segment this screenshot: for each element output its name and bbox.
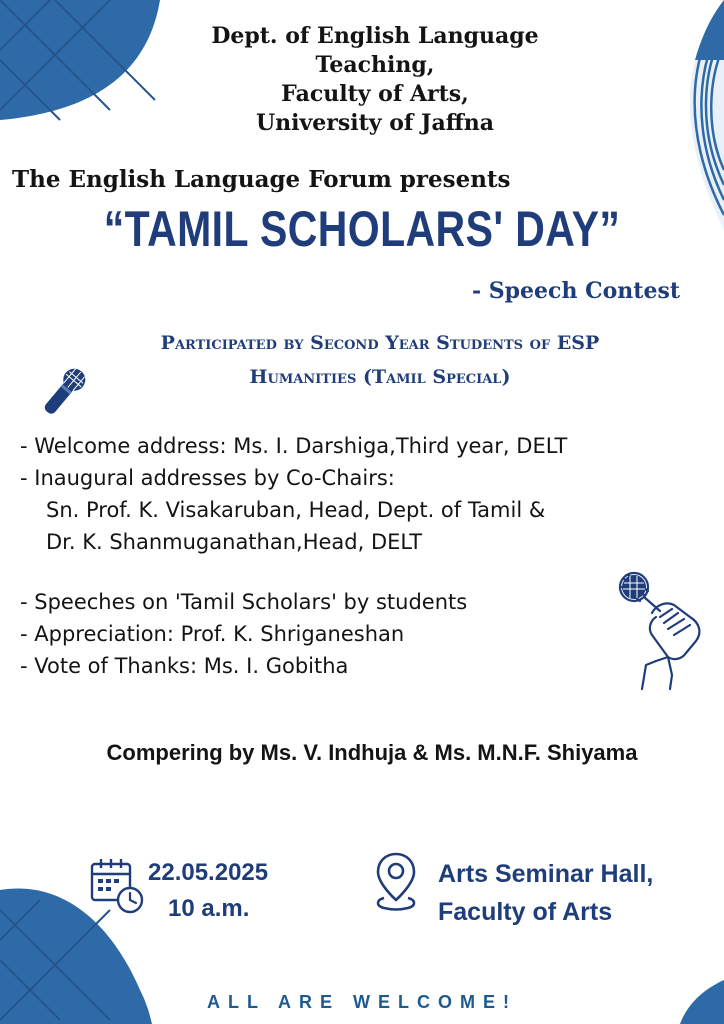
top-left-corner-decoration xyxy=(0,0,170,125)
forum-presents: The English Language Forum presents xyxy=(12,166,511,193)
event-subtitle: - Speech Contest xyxy=(472,278,680,304)
program-item-appreciation: - Appreciation: Prof. K. Shriganeshan xyxy=(20,622,405,646)
program-list xyxy=(20,430,567,682)
program-item-speeches: - Speeches on 'Tamil Scholars' by students xyxy=(20,590,468,614)
participants-line-1: Participated by Second Year Students of ESP xyxy=(160,332,600,354)
event-date: 22.05.2025 xyxy=(148,859,269,886)
header-line-3: University of Jaffna xyxy=(255,110,495,136)
venue-line-1: Arts Seminar Hall, xyxy=(438,860,654,888)
microphone-icon xyxy=(32,364,96,420)
program-cochair-2: Dr. K. Shanmuganathan,Head, DELT xyxy=(46,530,423,554)
participants-line-2: Humanities (Tamil Special) xyxy=(249,366,511,388)
department-header xyxy=(150,22,600,138)
header-line-1: Dept. of English Language Teaching, xyxy=(211,23,539,78)
compering-credits: Compering by Ms. V. Indhuja & Ms. M.N.F. Shiyama xyxy=(106,740,638,765)
location-pin-icon xyxy=(372,850,420,914)
top-right-wave-decoration xyxy=(640,0,724,230)
fist-microphone-icon xyxy=(612,565,708,691)
all-welcome-footer: ALL ARE WELCOME! xyxy=(207,992,517,1012)
participants-note xyxy=(40,326,720,394)
program-item-inaugural: - Inaugural addresses by Co-Chairs: xyxy=(20,466,395,490)
event-title: “TAMIL SCHOLARS' DAY” xyxy=(103,201,621,257)
event-venue xyxy=(438,855,653,931)
event-time: 10 a.m. xyxy=(168,895,250,922)
header-line-2: Faculty of Arts, xyxy=(281,81,469,107)
program-cochair-1: Sn. Prof. K. Visakaruban, Head, Dept. of Tamil & xyxy=(46,498,546,522)
calendar-clock-icon xyxy=(88,856,148,918)
event-date-time xyxy=(148,855,268,927)
program-item-welcome: - Welcome address: Ms. I. Darshiga,Third year, DELT xyxy=(20,434,568,458)
venue-line-2: Faculty of Arts xyxy=(438,898,613,926)
program-item-thanks: - Vote of Thanks: Ms. I. Gobitha xyxy=(20,654,349,678)
